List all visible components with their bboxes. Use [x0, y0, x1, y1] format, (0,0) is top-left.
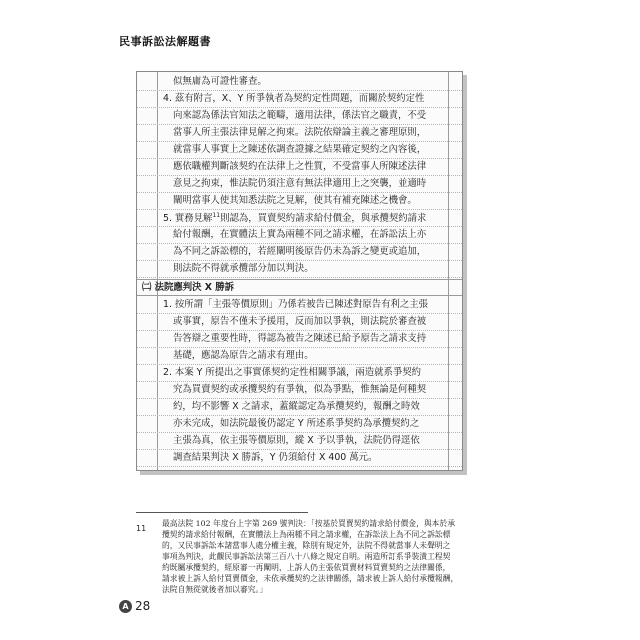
box-text-line: 告答辯之重要性時，得認為被告之陳述已給予原告之請求支持 [173, 333, 427, 344]
ruled-line [137, 141, 462, 142]
ruled-line [137, 277, 462, 278]
box-text-line: 就當事人事實上之陳述依調查證據之結果確定契約之內容後， [173, 144, 427, 155]
footnote-line: 的，又民事訴訟本諸當事人處分權主義，除別有規定外，法院不得就當事人未聲明之 [162, 541, 451, 550]
section-heading: ㈡ 法院應判決 X 勝訴 [142, 282, 235, 293]
box-text-line: 4. 茲有附言，X、Y 所爭執者為契約定性問題，而關於契約定性 [163, 93, 425, 104]
answer-box [136, 71, 463, 471]
box-left-margin-line [157, 72, 158, 470]
footnote-line: 最高法院 102 年度台上字第 269 號判決：「按基於買賣契約請求給付價金，與本於承 [162, 519, 456, 528]
footnote-separator [136, 512, 308, 513]
running-header-title: 民事訴訟法解題書 [119, 35, 211, 48]
ruled-line [137, 330, 462, 331]
ruled-line [137, 107, 462, 108]
ruled-line [137, 175, 462, 176]
box-text-line: 或事實，原告不僅未予援用，反而加以爭執，則法院於審查被 [173, 316, 427, 327]
item-rest: 則認為，買賣契約請求給付價金，與承攬契約請求 [220, 213, 427, 225]
footnote-line: 事項為判決，此觀民事訴訟法第三百八十八條之規定自明。兩造所訂系爭裝潢工程契 [162, 552, 451, 561]
ruled-line [137, 449, 462, 450]
ruled-line [137, 381, 462, 382]
ruled-line [137, 124, 462, 125]
ruled-line [137, 347, 462, 348]
box-text-line: 約，均不影響 X 之請求，蓋縱認定為承攬契約，報酬之時效 [173, 401, 420, 412]
box-text-line: 給付報酬，在實體法上實為兩種不同之請求權，在訴訟法上亦 [173, 229, 427, 240]
box-text-line [163, 213, 426, 224]
box-text-line: 究為買賣契約或承攬契約有爭執，似為爭點，惟無論是何種契 [173, 384, 427, 395]
footnote-line: 法院自無從就後者加以審究。」 [162, 585, 268, 594]
ruled-line [137, 313, 462, 314]
ruled-line [137, 260, 462, 261]
box-text-line: 調查結果判決 X 勝訴，Y 仍須給付 X 400 萬元。 [173, 452, 378, 463]
box-text-line: 似無庸為可證性審查。 [173, 76, 267, 87]
footnote-number: 11 [136, 524, 147, 533]
ruled-line [137, 209, 462, 210]
footnote-line: 攬契約請求給付報酬，在實體法上為兩種不同之請求權，在訴訟法上為不同之訴訟標 [162, 530, 451, 539]
item-lead: 5. 實務見解 [163, 213, 213, 225]
ruled-line [137, 364, 462, 365]
box-text-line: 當事人所主張法律見解之拘束。法院依辯論主義之審理原則， [173, 127, 427, 138]
ruled-line [137, 466, 462, 467]
footnote-line: 請求被上訴人給付買賣價金，未依承攬契約之法律關係，請求被上訴人給付承攬報酬， [162, 574, 459, 583]
box-text-line: 主張為真，依主張等價原則，縱 X 予以爭執，法院仍得逕依 [173, 435, 420, 446]
box-text-line: 則法院不得就承攬部分加以判決。 [173, 263, 314, 274]
ruled-line [137, 90, 462, 91]
ruled-line [137, 415, 462, 416]
box-text-line: 意見之拘束，惟法院仍須注意有無法律適用上之突襲，並適時 [173, 178, 427, 189]
box-text-line: 1. 按所謂「主張等價原則」乃係若被告已陳述對原告有利之主張 [163, 299, 429, 310]
box-text-line: 為不同之訴訟標的，若經闡明後原告仍未為訴之變更或追加， [173, 246, 427, 257]
page-number: 28 [135, 599, 151, 613]
ruled-line [137, 243, 462, 244]
ruled-line [137, 398, 462, 399]
section-divider-line [137, 295, 462, 296]
footnote-ref-marker: 11 [212, 212, 221, 219]
box-text-line: 向來認為係法官知法之範疇，適用法律，係法官之職責，不受 [173, 110, 427, 121]
box-text-line: 2. 本案 Y 所提出之事實係契約定性相關爭議，兩造就系爭契約 [163, 367, 421, 378]
section-divider-line [137, 279, 462, 280]
ruled-line [137, 432, 462, 433]
box-text-line: 闡明當事人使其知悉法院之見解，使其有補充陳述之機會。 [173, 195, 417, 206]
ruled-line [137, 192, 462, 193]
ruled-line [137, 226, 462, 227]
ruled-line [137, 158, 462, 159]
footnote-line: 約既屬承攬契約，經原審一再闡明，上訴人仍主張依買賣材料買賣契約之法律關係， [162, 563, 451, 572]
box-text-line: 應依職權判斷該契約在法律上之性質，不受當事人所陳述法律 [173, 161, 427, 172]
chapter-badge: A [119, 600, 132, 613]
box-text-line: 基礎，應認為原告之請求有理由。 [173, 350, 314, 361]
box-right-margin-line [448, 72, 449, 470]
box-text-line: 亦未完成，如法院最後仍認定 Y 所述系爭契約為承攬契約之 [173, 418, 420, 429]
